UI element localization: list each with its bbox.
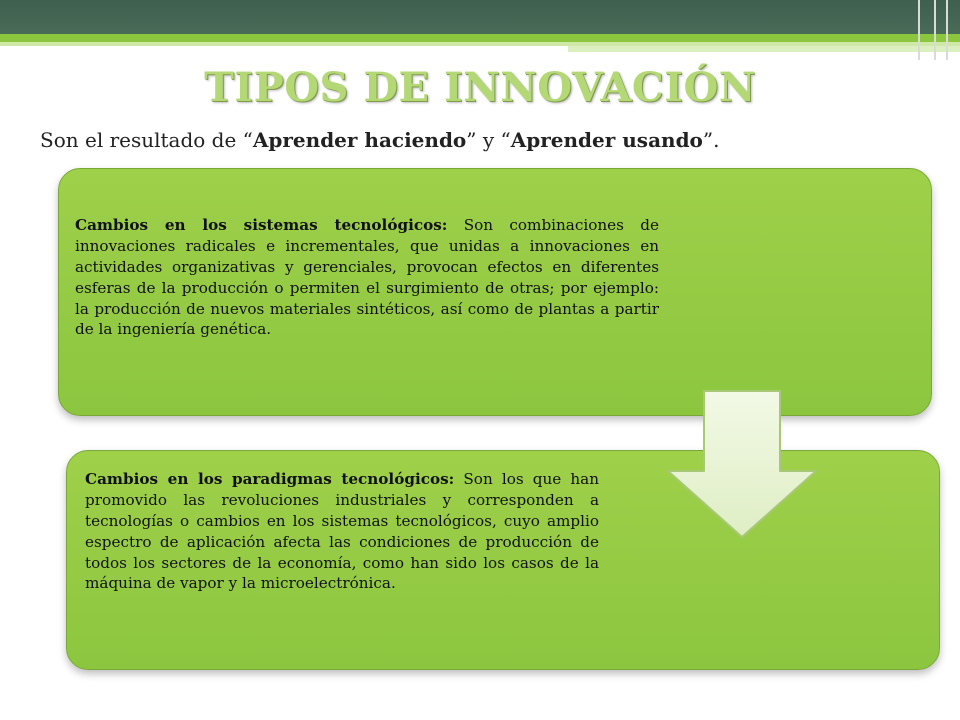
header-divider xyxy=(918,0,920,60)
card-heading: Cambios en los sistemas tecnológicos: xyxy=(75,216,448,234)
header-divider xyxy=(946,0,948,60)
subtitle-middle: ” y “ xyxy=(466,128,511,152)
header-stripe-accent xyxy=(568,46,960,52)
card-heading: Cambios en los paradigmas tecnológicos: xyxy=(85,470,455,488)
down-arrow-icon xyxy=(666,389,818,541)
card-text xyxy=(85,469,599,594)
subtitle-prefix: Son el resultado de “ xyxy=(40,128,253,152)
subtitle-suffix: ”. xyxy=(702,128,720,152)
slide-title: TIPOS DE INNOVACIÓN xyxy=(204,64,756,111)
subtitle-emphasis-2: Aprender usando xyxy=(510,128,703,152)
card-technological-systems xyxy=(58,168,932,416)
header-divider xyxy=(934,0,936,60)
card-body: Son los que han promovido las revoluciones industriales y corresponden a tecnologías o cambios en los sistemas tecnológicos, cuyo amplio espectro de aplicación afecta las condiciones de producción de todos los sectores de la economía, como han sido los casos de la máquina de vapor y la microelectrónica. xyxy=(85,470,599,593)
card-body: Son combinaciones de innovaciones radicales e incrementales, que unidas a innovaciones en actividades organizativas y gerenciales, provocan efectos en diferentes esferas de la producción o permiten el surgimiento de otras; por ejemplo: la producción de nuevos materiales sintéticos, así como de plantas a partir de la ingeniería genética. xyxy=(75,216,659,339)
slide-subtitle xyxy=(40,128,920,152)
header-band xyxy=(0,0,960,34)
subtitle-emphasis-1: Aprender haciendo xyxy=(252,128,467,152)
card-text xyxy=(75,215,659,340)
header-stripe xyxy=(0,34,960,42)
